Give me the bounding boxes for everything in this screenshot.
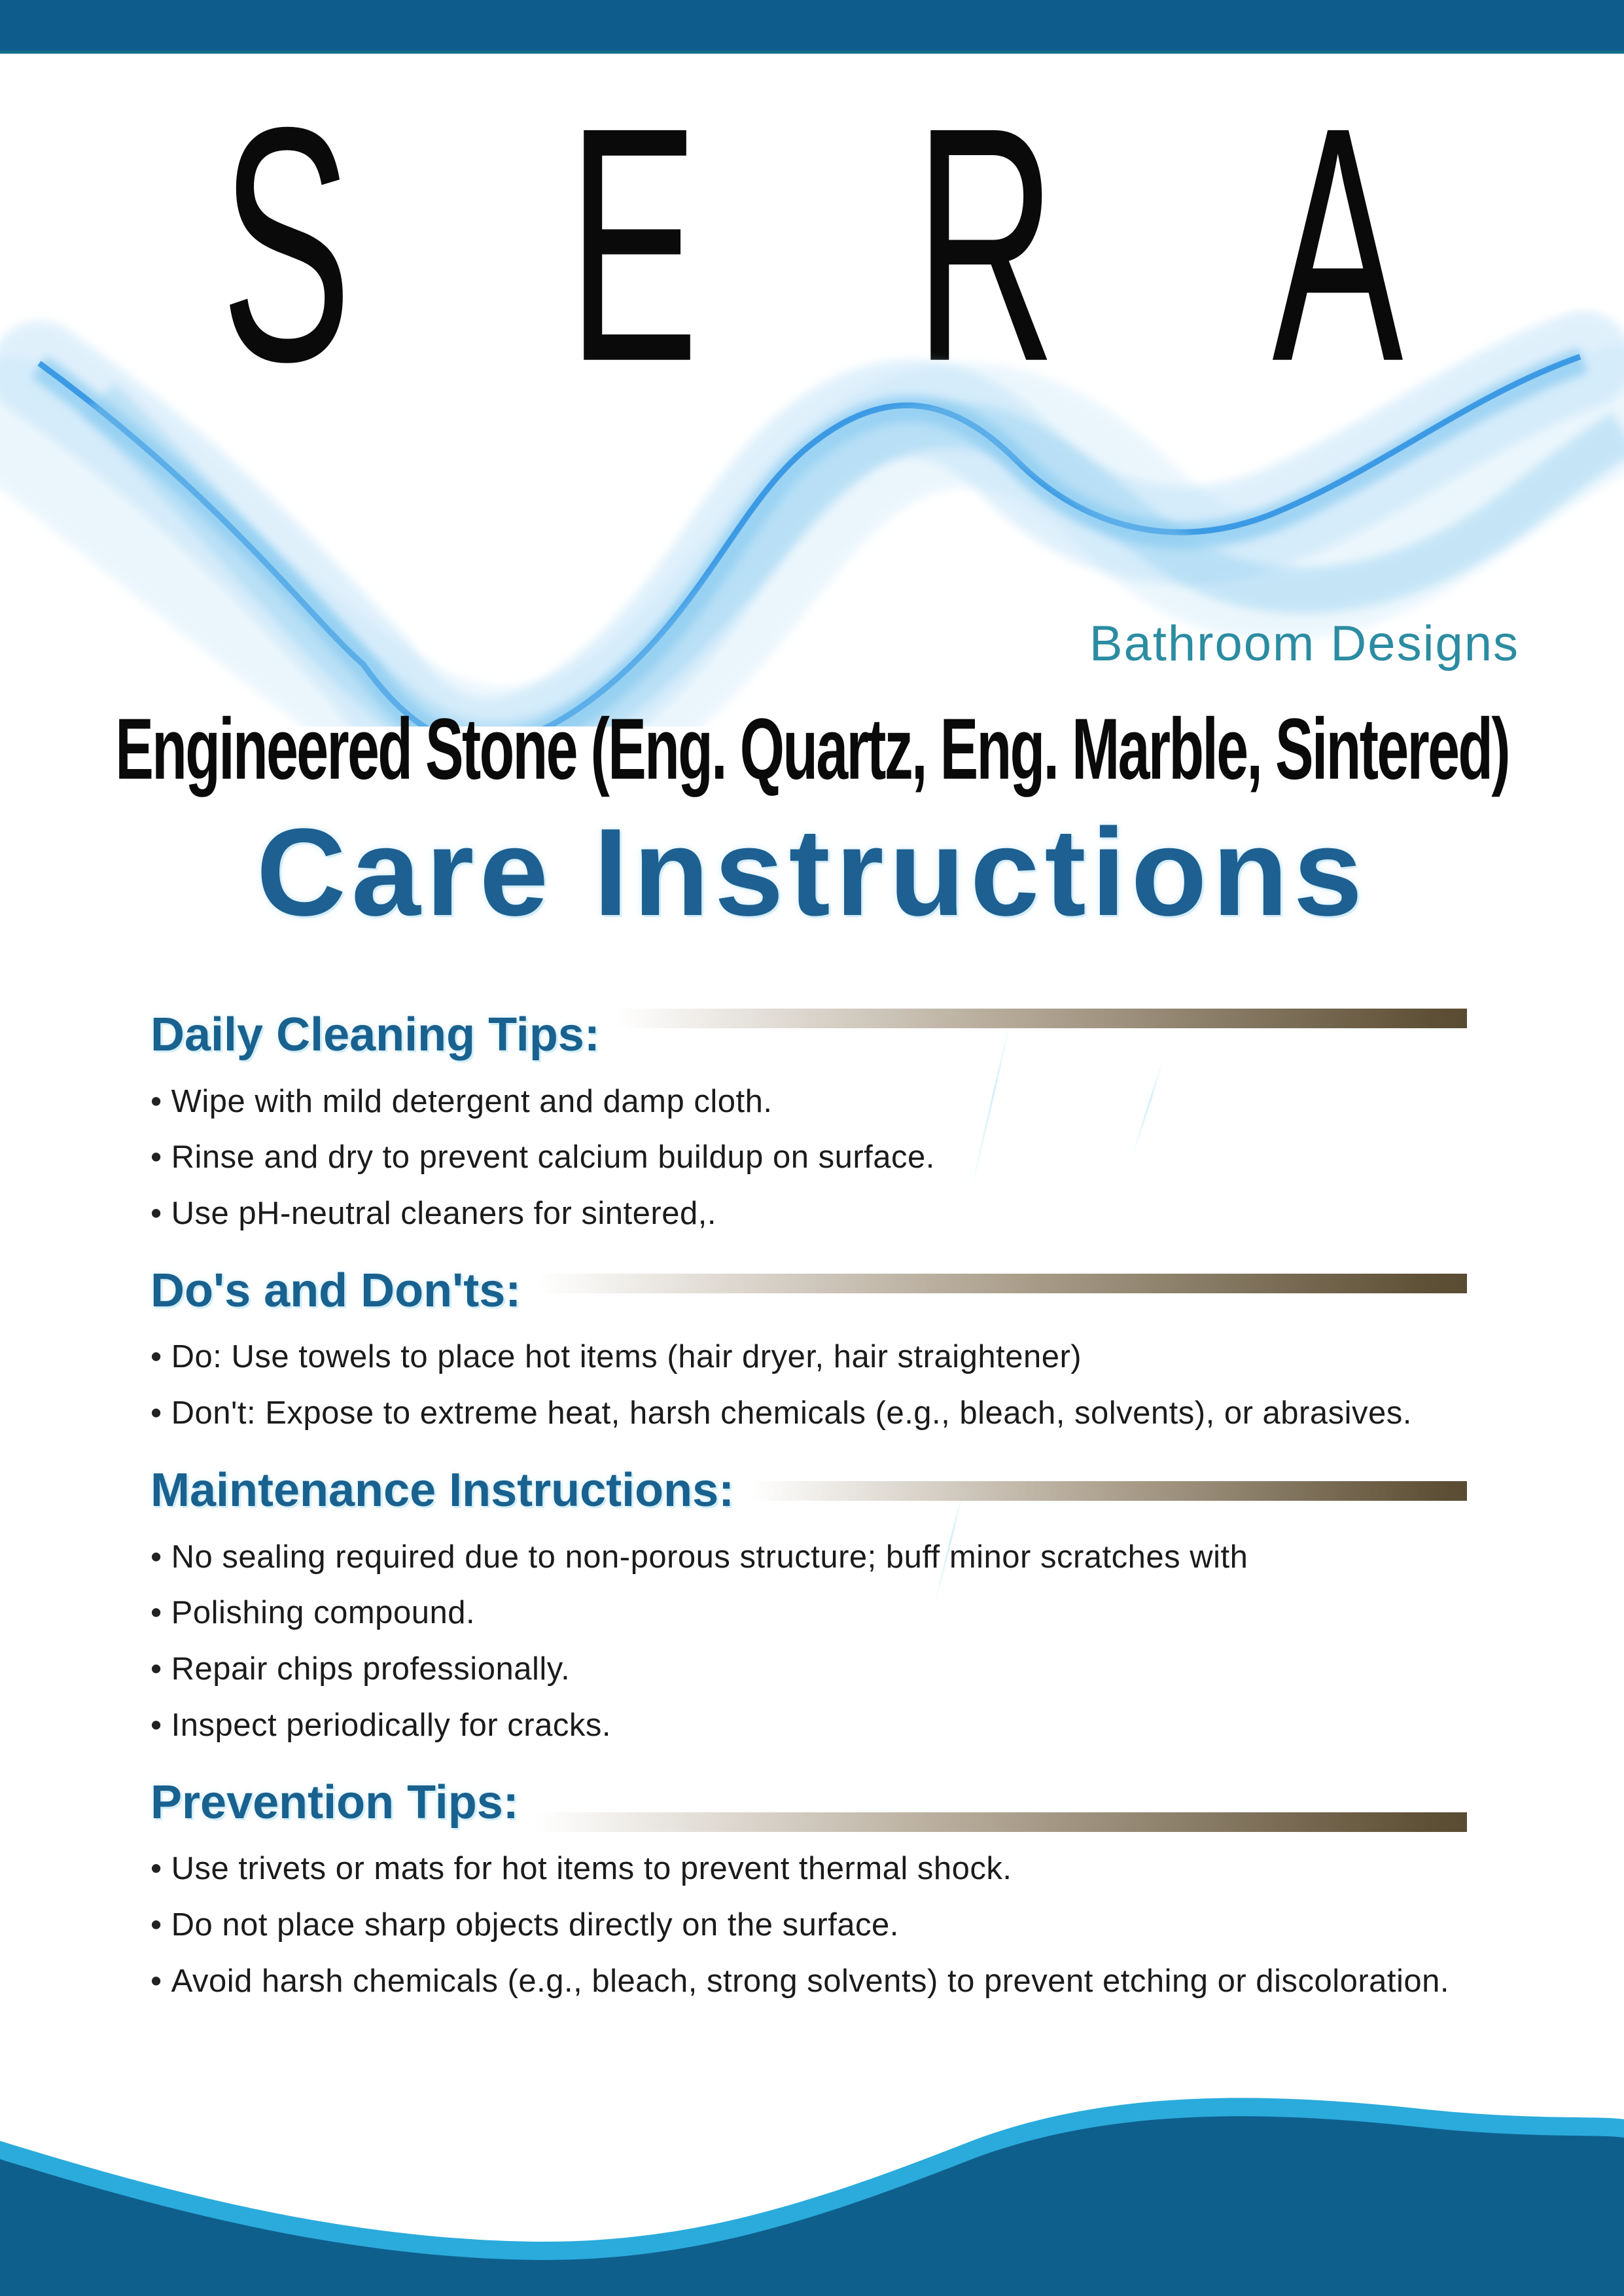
bullet-marker: • — [150, 1083, 162, 1119]
bullet-marker: • — [150, 1339, 162, 1375]
care-instruction-bullet — [150, 1698, 1467, 1754]
sera-logo: SERA — [221, 57, 1619, 431]
care-instruction-bullet — [150, 1386, 1467, 1442]
bullet-marker: • — [150, 1851, 162, 1887]
bullet-marker: • — [150, 1907, 162, 1943]
bullet-marker: • — [150, 1139, 162, 1175]
bullet-text: Use trivets or mats for hot items to prevent thermal shock. — [171, 1851, 1012, 1887]
bullet-text: Rinse and dry to prevent calcium buildup on surface. — [171, 1139, 935, 1175]
bullet-text: No sealing required due to non-porous structure; buff minor scratches with — [171, 1539, 1248, 1575]
logo-container — [0, 57, 1624, 431]
care-instruction-bullet — [150, 1186, 1467, 1242]
heading-gradient-bar — [617, 1009, 1467, 1028]
bullet-marker: • — [150, 1595, 162, 1631]
title-container — [0, 803, 1624, 942]
bullet-text: Don't: Expose to extreme heat, harsh chemicals (e.g., bleach, solvents), or abrasives. — [171, 1395, 1412, 1431]
section-heading: Daily Cleaning Tips: — [150, 1009, 600, 1061]
section-heading-row — [150, 1460, 1467, 1522]
bullet-marker: • — [150, 1963, 162, 1999]
care-instruction-bullet — [150, 1641, 1467, 1698]
section-heading-row — [150, 1772, 1467, 1834]
heading-gradient-bar — [751, 1481, 1467, 1501]
care-instruction-bullet — [150, 1130, 1467, 1186]
section-heading: Do's and Don'ts: — [150, 1264, 521, 1317]
sections-container — [150, 1005, 1467, 2028]
bullet-text: Do: Use towels to place hot items (hair dryer, hair straightener) — [171, 1339, 1082, 1375]
care-instruction-bullet — [150, 1074, 1467, 1130]
bullet-text: Use pH-neutral cleaners for sintered,. — [171, 1196, 716, 1232]
bullet-list — [150, 1329, 1467, 1442]
subtitle-container — [0, 700, 1624, 798]
heading-gradient-bar — [536, 1812, 1467, 1832]
section-heading: Maintenance Instructions: — [150, 1463, 735, 1516]
brand-subtitle: Bathroom Designs — [1089, 616, 1519, 672]
bullet-text: Polishing compound. — [171, 1595, 476, 1631]
care-instruction-bullet — [150, 1841, 1467, 1897]
section-daily-cleaning — [150, 1005, 1467, 1242]
care-instruction-bullet — [150, 1954, 1467, 2010]
bullet-text: Avoid harsh chemicals (e.g., bleach, strong solvents) to prevent etching or discoloration. — [171, 1963, 1450, 1999]
section-heading: Prevention Tips: — [150, 1776, 519, 1829]
bullet-marker: • — [150, 1395, 162, 1431]
bullet-text: Inspect periodically for cracks. — [171, 1707, 611, 1743]
section-maintenance — [150, 1460, 1467, 1754]
material-subtitle: Engineered Stone (Eng. Quartz, Eng. Marble, Sintered) — [115, 700, 1509, 798]
bullet-marker: • — [150, 1196, 162, 1232]
section-dos-donts — [150, 1261, 1467, 1442]
care-instruction-bullet — [150, 1897, 1467, 1954]
bullet-text: Wipe with mild detergent and damp cloth. — [171, 1083, 773, 1119]
bullet-list — [150, 1530, 1467, 1754]
care-instruction-bullet — [150, 1329, 1467, 1386]
top-accent-bar — [0, 0, 1624, 54]
section-heading-row — [150, 1261, 1467, 1322]
section-heading-row — [150, 1005, 1467, 1066]
bullet-list — [150, 1841, 1467, 2009]
bullet-marker: • — [150, 1707, 162, 1743]
bullet-marker: • — [150, 1651, 162, 1687]
page-title: Care Instructions — [256, 803, 1368, 942]
bullet-text: Repair chips professionally. — [171, 1651, 571, 1687]
bullet-marker: • — [150, 1539, 162, 1575]
section-prevention — [150, 1772, 1467, 2010]
bullet-text: Do not place sharp objects directly on the surface. — [171, 1907, 899, 1943]
bottom-wave-graphic — [0, 2080, 1624, 2296]
bullet-list — [150, 1074, 1467, 1242]
care-instruction-bullet — [150, 1530, 1467, 1586]
heading-gradient-bar — [538, 1274, 1467, 1293]
care-instruction-bullet — [150, 1585, 1467, 1641]
